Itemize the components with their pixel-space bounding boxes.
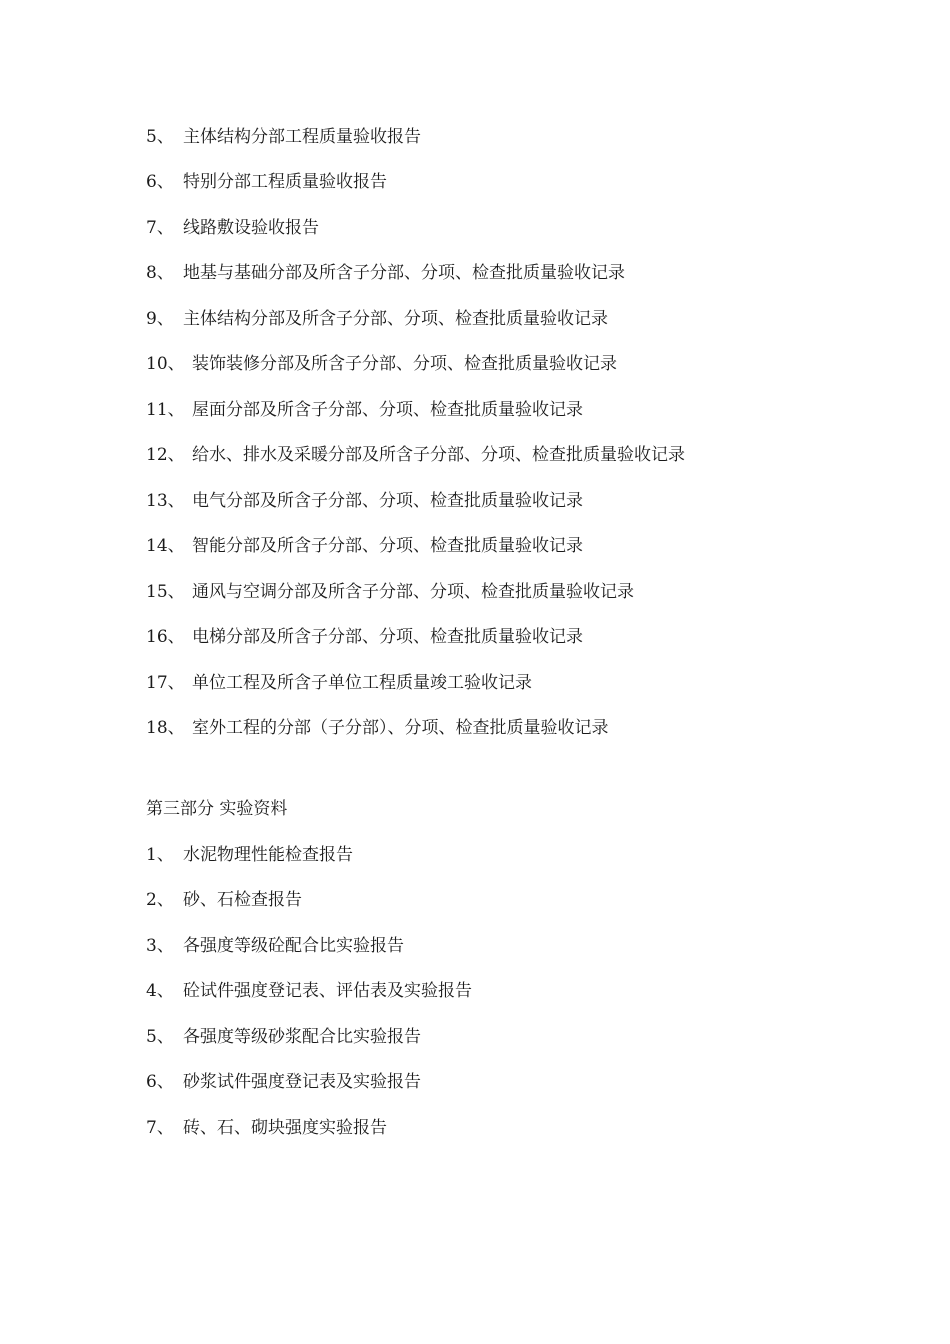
item-number: 13、 — [146, 491, 185, 511]
item-number: 5、 — [146, 1027, 174, 1047]
item-text: 智能分部及所含子分部、分项、检查批质量验收记录 — [192, 536, 583, 556]
item-number: 1、 — [146, 845, 174, 865]
list-item — [146, 626, 583, 648]
list-item — [146, 980, 472, 1002]
item-number: 4、 — [146, 981, 174, 1001]
item-number: 2、 — [146, 890, 174, 910]
item-number: 6、 — [146, 1072, 174, 1092]
item-text: 地基与基础分部及所含子分部、分项、检查批质量验收记录 — [183, 263, 625, 283]
list-item — [146, 1117, 387, 1139]
item-number: 16、 — [146, 627, 185, 647]
item-number: 3、 — [146, 936, 174, 956]
item-number: 8、 — [146, 263, 174, 283]
section-heading: 第三部分 实验资料 — [146, 799, 288, 819]
item-text: 砖、石、砌块强度实验报告 — [183, 1118, 387, 1138]
item-text: 各强度等级砂浆配合比实验报告 — [183, 1027, 421, 1047]
list-item — [146, 535, 583, 557]
item-number: 6、 — [146, 172, 174, 192]
item-number: 17、 — [146, 673, 185, 693]
item-number: 14、 — [146, 536, 185, 556]
item-number: 7、 — [146, 1118, 174, 1138]
item-number: 18、 — [146, 718, 185, 738]
item-text: 砂、石检查报告 — [183, 890, 302, 910]
list-item — [146, 353, 617, 375]
list-item — [146, 126, 421, 148]
item-text: 主体结构分部工程质量验收报告 — [183, 127, 421, 147]
list-item — [146, 581, 634, 603]
item-number: 5、 — [146, 127, 174, 147]
item-text: 室外工程的分部（子分部）、分项、检查批质量验收记录 — [192, 718, 609, 738]
item-text: 砼试件强度登记表、评估表及实验报告 — [183, 981, 472, 1001]
item-text: 单位工程及所含子单位工程质量竣工验收记录 — [192, 673, 532, 693]
item-text: 给水、排水及采暖分部及所含子分部、分项、检查批质量验收记录 — [192, 445, 685, 465]
item-text: 电梯分部及所含子分部、分项、检查批质量验收记录 — [192, 627, 583, 647]
item-number: 12、 — [146, 445, 185, 465]
list-item — [146, 444, 685, 466]
list-item — [146, 844, 353, 866]
list-item — [146, 717, 609, 739]
list-item — [146, 490, 583, 512]
list-item — [146, 217, 319, 239]
list-item — [146, 1026, 421, 1048]
item-text: 砂浆试件强度登记表及实验报告 — [183, 1072, 421, 1092]
item-text: 通风与空调分部及所含子分部、分项、检查批质量验收记录 — [192, 582, 634, 602]
list-item — [146, 672, 532, 694]
item-text: 电气分部及所含子分部、分项、检查批质量验收记录 — [192, 491, 583, 511]
list-item — [146, 889, 302, 911]
item-text: 装饰装修分部及所含子分部、分项、检查批质量验收记录 — [192, 354, 617, 374]
list-item — [146, 1071, 421, 1093]
item-number: 7、 — [146, 218, 174, 238]
list-item — [146, 171, 387, 193]
item-number: 9、 — [146, 309, 174, 329]
list-item — [146, 308, 608, 330]
item-text: 各强度等级砼配合比实验报告 — [183, 936, 404, 956]
item-text: 屋面分部及所含子分部、分项、检查批质量验收记录 — [192, 400, 583, 420]
list-item — [146, 399, 583, 421]
item-number: 11、 — [146, 400, 185, 420]
item-text: 主体结构分部及所含子分部、分项、检查批质量验收记录 — [183, 309, 608, 329]
list-item — [146, 935, 404, 957]
item-text: 线路敷设验收报告 — [183, 218, 319, 238]
item-text: 特别分部工程质量验收报告 — [183, 172, 387, 192]
list-item — [146, 262, 625, 284]
item-text: 水泥物理性能检查报告 — [183, 845, 353, 865]
item-number: 15、 — [146, 582, 185, 602]
item-number: 10、 — [146, 354, 185, 374]
